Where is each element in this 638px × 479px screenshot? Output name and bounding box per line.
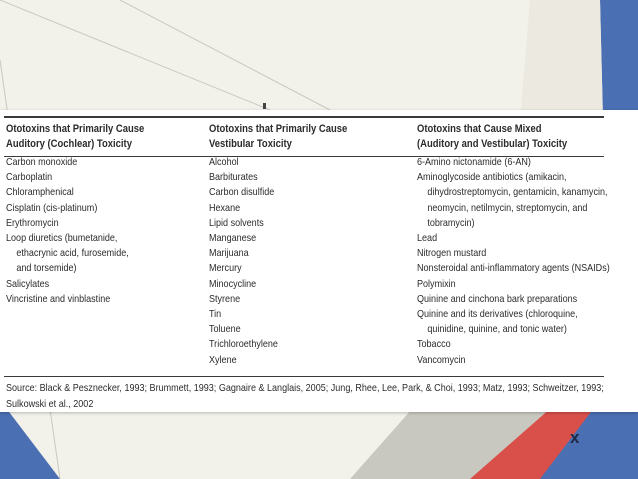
toxin-item: Tin [209, 308, 222, 321]
toxin-item: Chloramphenical [6, 186, 74, 199]
toxin-item: Barbiturates [209, 171, 258, 184]
toxin-item: Trichloroethylene [209, 338, 278, 351]
column-header-line: Ototoxins that Primarily Cause [209, 123, 348, 135]
column-header [6, 122, 178, 152]
ototoxins-table [0, 110, 638, 412]
source-line: Sulkowski et al., 2002 [6, 398, 94, 410]
toxin-item: Lipid solvents [209, 216, 264, 229]
toxin-item: Vincristine and vinblastine [6, 292, 111, 305]
toxin-item: Aminoglycoside antibiotics (amikacin, [417, 171, 567, 184]
column-header-line: (Auditory and Vestibular) Toxicity [417, 138, 568, 150]
table-bottom-rule [4, 376, 604, 377]
column-header [417, 122, 589, 152]
toxin-item: 6-Amino nictonamide (6-AN) [417, 156, 531, 168]
table-top-rule [4, 116, 604, 118]
toxin-item: Toluene [209, 323, 241, 336]
toxin-item: Nonsteroidal anti-inflammatory agents (NSAIDs) [417, 262, 610, 275]
toxin-item: and torsemide) [16, 262, 77, 275]
toxin-list [6, 155, 206, 307]
toxin-item: Hexane [209, 201, 241, 214]
toxin-item: neomycin, netilmycin, streptomycin, and [427, 201, 588, 214]
column-header-line: Ototoxins that Primarily Cause [6, 123, 145, 135]
toxin-item: Loop diuretics (bumetanide, [6, 232, 118, 245]
toxin-item: Salicylates [6, 277, 50, 290]
toxin-list [417, 155, 617, 368]
toxin-item: Styrene [209, 292, 241, 305]
column-header [209, 122, 381, 152]
column-header-line: Auditory (Cochlear) Toxicity [6, 138, 132, 150]
toxin-item: Alcohol [209, 156, 239, 168]
toxin-item: quinidine, quinine, and tonic water) [427, 323, 567, 336]
toxin-item: Mercury [209, 262, 242, 275]
toxin-item: Lead [417, 232, 438, 245]
toxin-item: ethacrynic acid, furosemide, [16, 247, 129, 260]
toxin-item: Polymixin [417, 277, 456, 290]
toxin-list [209, 155, 409, 368]
toxin-item: Carbon disulfide [209, 186, 275, 199]
toxin-item: Quinine and its derivatives (chloroquine, [417, 308, 578, 321]
toxin-item: Xylene [209, 353, 237, 366]
toxin-item: Carboplatin [6, 171, 53, 184]
table-source-note [6, 380, 608, 412]
source-line: Source: Black & Pesznecker, 1993; Brummett, 1993; Gagnaire & Langlais, 2005; Jung, Rhee, Lee, Park, & Choi, 1993; Matz, 1993; Schweitzer, 1993; [6, 382, 604, 394]
stray-mark [263, 103, 266, 109]
toxin-item: Nitrogen mustard [417, 247, 487, 260]
toxin-item: Marijuana [209, 247, 249, 260]
toxin-item: tobramycin) [427, 216, 475, 229]
toxin-item: Tobacco [417, 338, 451, 351]
toxin-item: Carbon monoxide [6, 156, 78, 168]
toxin-item: Manganese [209, 232, 257, 245]
toxin-item: Vancomycin [417, 353, 466, 366]
toxin-item: Cisplatin (cis-platinum) [6, 201, 98, 214]
toxin-item: Minocycline [209, 277, 257, 290]
toxin-item: Quinine and cinchona bark preparations [417, 292, 578, 305]
toxin-item: Erythromycin [6, 216, 59, 229]
toxin-item: dihydrostreptomycin, gentamicin, kanamycin, [427, 186, 608, 199]
column-header-line: Vestibular Toxicity [209, 138, 292, 150]
column-header-line: Ototoxins that Cause Mixed [417, 123, 542, 135]
slide-x-mark: x [570, 428, 580, 447]
